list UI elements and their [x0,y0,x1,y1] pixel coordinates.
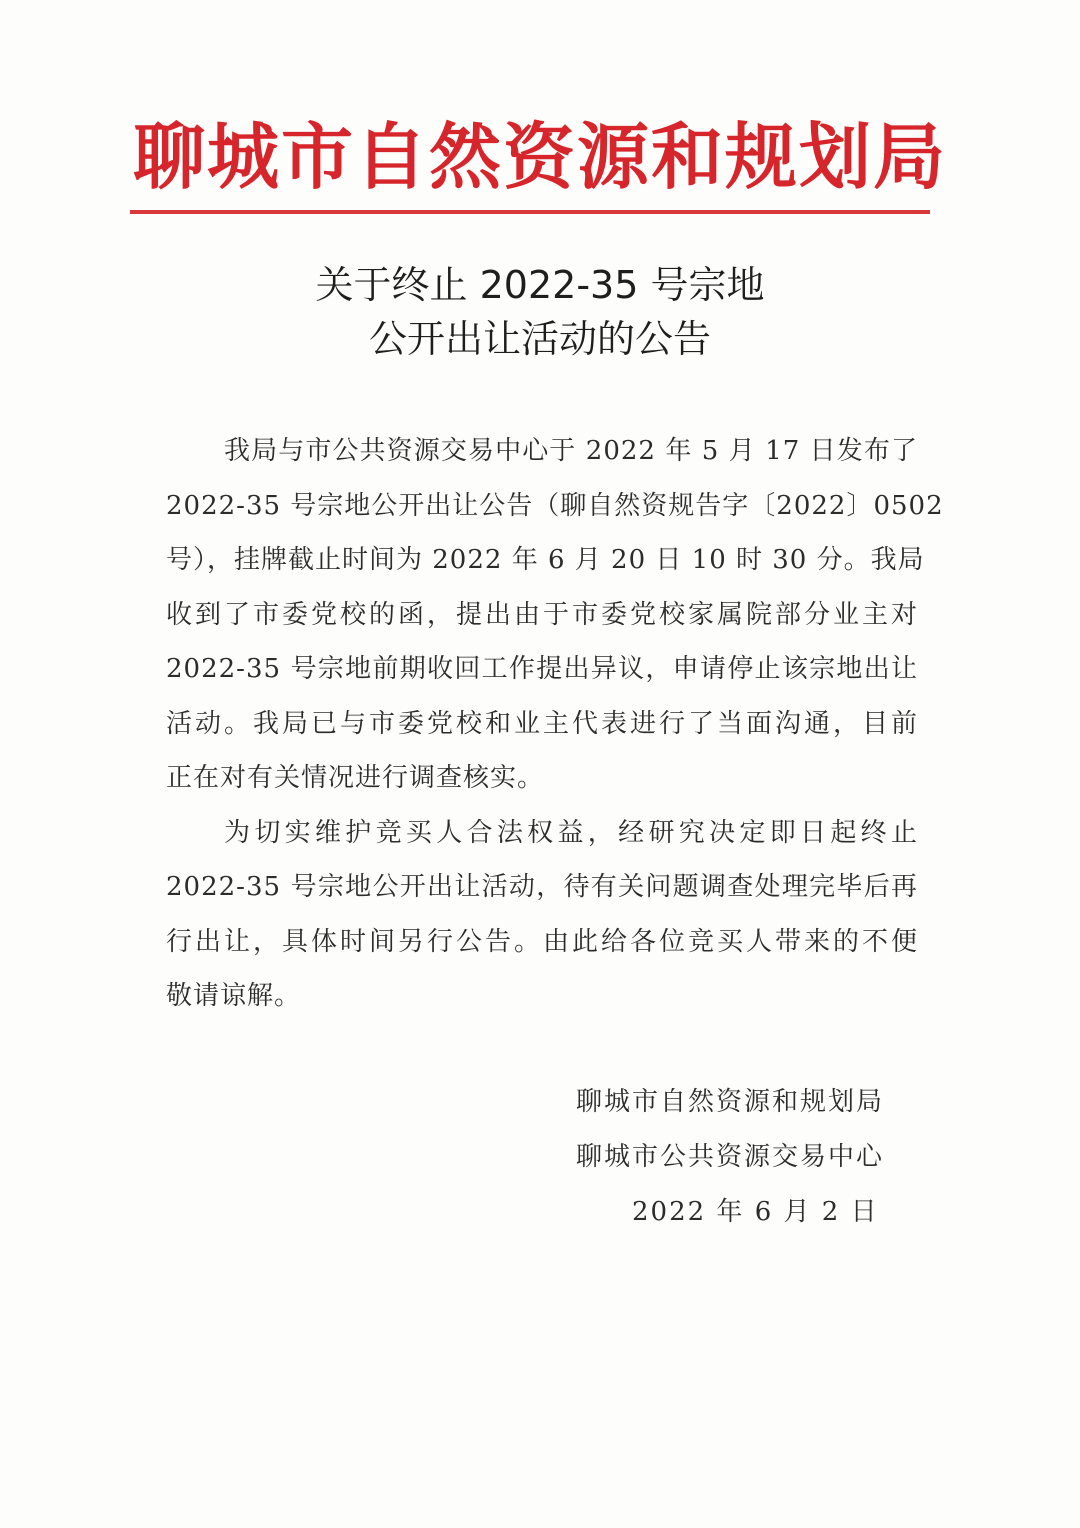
paragraph-1-line: 收到了市委党校的函，提出由于市委党校家属院部分业主对 [166,599,918,630]
notice-body [166,424,944,1024]
paragraph-2-line: 2022-35 号宗地公开出让活动，待有关问题调查处理完毕后再 [166,872,918,902]
letterhead-red-rule [130,210,930,214]
notice-title [0,258,1080,366]
signature-org-1: 聊城市自然资源和规划局 [576,1087,885,1117]
paragraph-2-line: 行出让，具体时间另行公告。由此给各位竞买人带来的不便 [166,926,918,957]
paragraph-1-line: 2022-35 号宗地前期收回工作提出异议，申请停止该宗地出让 [166,654,918,684]
signature-block [560,1075,920,1240]
paragraph-2-line: 敬请谅解。 [166,981,302,1011]
letterhead-title: 聊城市自然资源和规划局 [132,114,947,199]
signature-org-2: 聊城市公共资源交易中心 [576,1142,885,1172]
paragraph-1-line: 活动。我局已与市委党校和业主代表进行了当面沟通，目前 [166,708,918,739]
paragraph-1-line: 号），挂牌截止时间为 2022 年 6 月 20 日 10 时 30 分。我局 [166,545,925,575]
paragraph-2-line: 为切实维护竞买人合法权益，经研究决定即日起终止 [224,817,918,848]
signature-date: 2022 年 6 月 2 日 [632,1197,879,1227]
paragraph-1-line: 2022-35 号宗地公开出让公告（聊自然资规告字〔2022〕0502 [166,490,944,521]
paragraph-1-line: 我局与市公共资源交易中心于 2022 年 5 月 17 日发布了 [224,436,918,466]
notice-title-line-1: 关于终止 2022-35 号宗地 [315,263,765,307]
notice-title-line-2: 公开出让活动的公告 [368,317,711,361]
paragraph-1-line: 正在对有关情况进行调查核实。 [166,763,545,793]
